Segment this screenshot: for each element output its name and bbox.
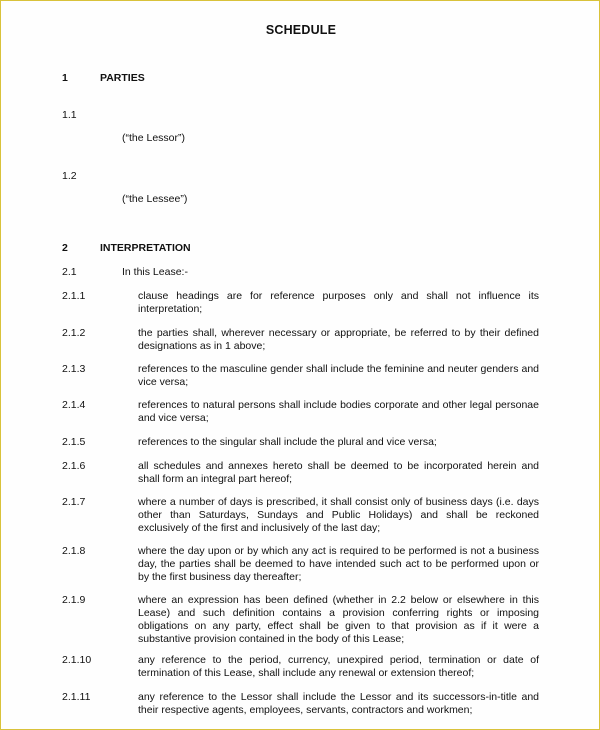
party-label: (“the Lessee”)	[122, 193, 188, 205]
clause-number: 1.1	[62, 109, 77, 121]
clause-number: 2.1.7	[62, 496, 86, 508]
section-heading: INTERPRETATION	[100, 242, 191, 254]
section-number: 1	[62, 72, 68, 84]
clause-number: 2.1.5	[62, 436, 86, 448]
clause-number: 2.1.6	[62, 460, 86, 472]
clause-text: any reference to the Lessor shall include the Lessor and its successors-in-title and their respective agents, employees, servants, contractors and workmen;	[138, 691, 539, 716]
clause-number: 2.1.3	[62, 363, 86, 375]
clause-text: references to the masculine gender shall include the feminine and neuter genders and vice versa;	[138, 363, 539, 388]
section-number: 2	[62, 242, 68, 254]
clause-number: 2.1.10	[62, 654, 92, 666]
section-heading: PARTIES	[100, 72, 145, 84]
clause-text: clause headings are for reference purposes only and shall not influence its interpretation;	[138, 290, 539, 315]
clause-text: all schedules and annexes hereto shall be deemed to be incorporated herein and shall form an integral part hereof;	[138, 460, 539, 485]
clause-text: references to the singular shall include the plural and vice versa;	[138, 436, 437, 448]
clause-number: 2.1.1	[62, 290, 86, 302]
clause-number: 2.1.9	[62, 594, 86, 606]
clause-number: 2.1	[62, 266, 77, 278]
clause-number: 2.1.4	[62, 399, 86, 411]
clause-text: where an expression has been defined (whether in 2.2 below or elsewhere in this Lease) and such definition contains a provision conferring rights or imposing obligations on any party, effect shall be given to that provision as if it were a substantive provision contained in the body of this Lease;	[138, 594, 539, 645]
clause-text: the parties shall, wherever necessary or appropriate, be referred to by their defined designations as in 1 above;	[138, 327, 539, 352]
clause-number: 1.2	[62, 170, 77, 182]
clause-number: 2.1.8	[62, 545, 86, 557]
clause-intro-text: In this Lease:-	[122, 266, 188, 278]
clause-number: 2.1.2	[62, 327, 86, 339]
party-label: (“the Lessor”)	[122, 132, 186, 144]
clause-text: references to natural persons shall include bodies corporate and other legal personae and vice versa;	[138, 399, 539, 424]
clause-number: 2.1.11	[62, 691, 91, 703]
clause-text: where the day upon or by which any act is required to be performed is not a business day, the parties shall be deemed to have intended such act to be performed upon or by the first business day thereafter;	[138, 545, 539, 583]
clause-text: where a number of days is prescribed, it shall consist only of business days (i.e. days other than Saturdays, Sundays and Public Holidays) and shall be reckoned exclusively of the first and inclusively of the last day;	[138, 496, 539, 534]
clause-text: any reference to the period, currency, unexpired period, termination or date of termination of this Lease, shall include any renewal or extension thereof;	[138, 654, 539, 679]
page-title: SCHEDULE	[265, 23, 337, 37]
